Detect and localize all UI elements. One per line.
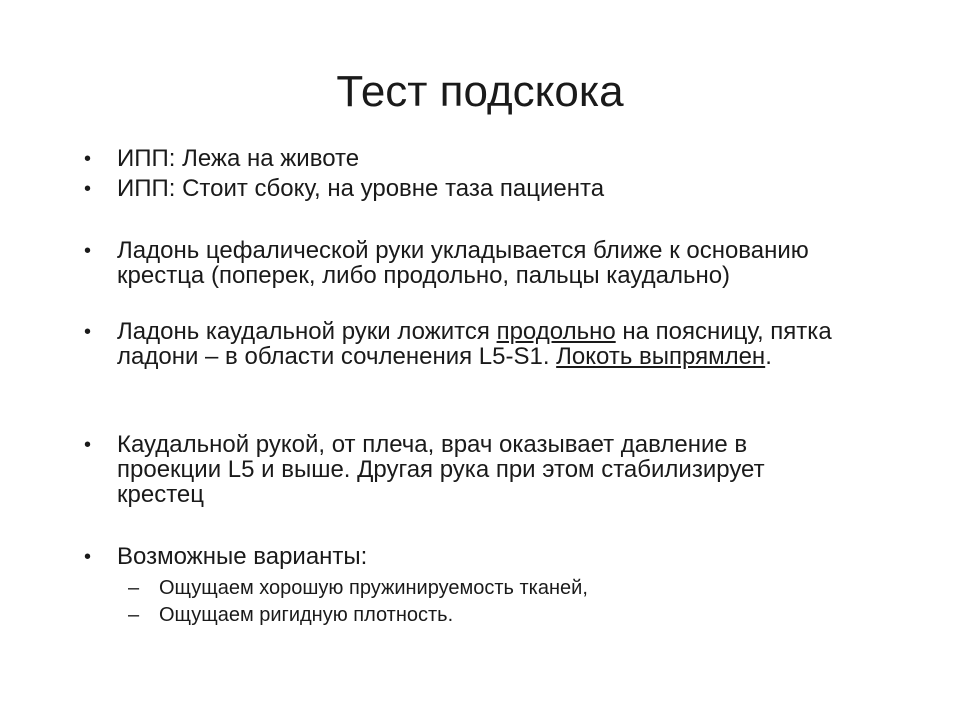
bullet-text: ИПП: Лежа на животе bbox=[117, 145, 360, 172]
bullet-text-part: . bbox=[765, 343, 772, 370]
sub-bullet-text: Ощущаем хорошую пружинируемость тканей, bbox=[159, 577, 588, 599]
bullet-dot-icon: • bbox=[84, 178, 92, 200]
bullet-text-part: Ладонь каудальной руки ложится bbox=[117, 318, 497, 345]
bullet-text bbox=[117, 319, 837, 369]
underlined-text: продольно bbox=[496, 318, 616, 345]
slide-title: Тест подскока bbox=[336, 67, 624, 116]
bullet-text: Ладонь цефалической руки укладывается ближе к основанию крестца (поперек, либо продольно, пальцы каудально) bbox=[117, 237, 809, 289]
underlined-text: Локоть выпрямлен bbox=[556, 343, 766, 370]
bullet-dot-icon: • bbox=[84, 240, 92, 262]
bullet-text: ИПП: Стоит сбоку, на уровне таза пациента bbox=[117, 175, 605, 202]
bullet-dot-icon: • bbox=[84, 148, 92, 170]
bullet-dot-icon: • bbox=[84, 321, 92, 343]
dash-icon: – bbox=[128, 577, 140, 599]
dash-icon: – bbox=[128, 604, 140, 626]
bullet-text: Каудальной рукой, от плеча, врач оказывает давление в проекции L5 и выше. Другая рука при этом стабилизирует крестец bbox=[117, 431, 765, 508]
bullet-text: Возможные варианты: bbox=[117, 543, 368, 570]
bullet-dot-icon: • bbox=[84, 546, 92, 568]
bullet-dot-icon: • bbox=[84, 434, 92, 456]
sub-bullet-text: Ощущаем ригидную плотность. bbox=[159, 604, 454, 626]
bullet-text-part: на поясницу, пятка ладони – в области сочленения L5-S1. bbox=[117, 318, 832, 370]
